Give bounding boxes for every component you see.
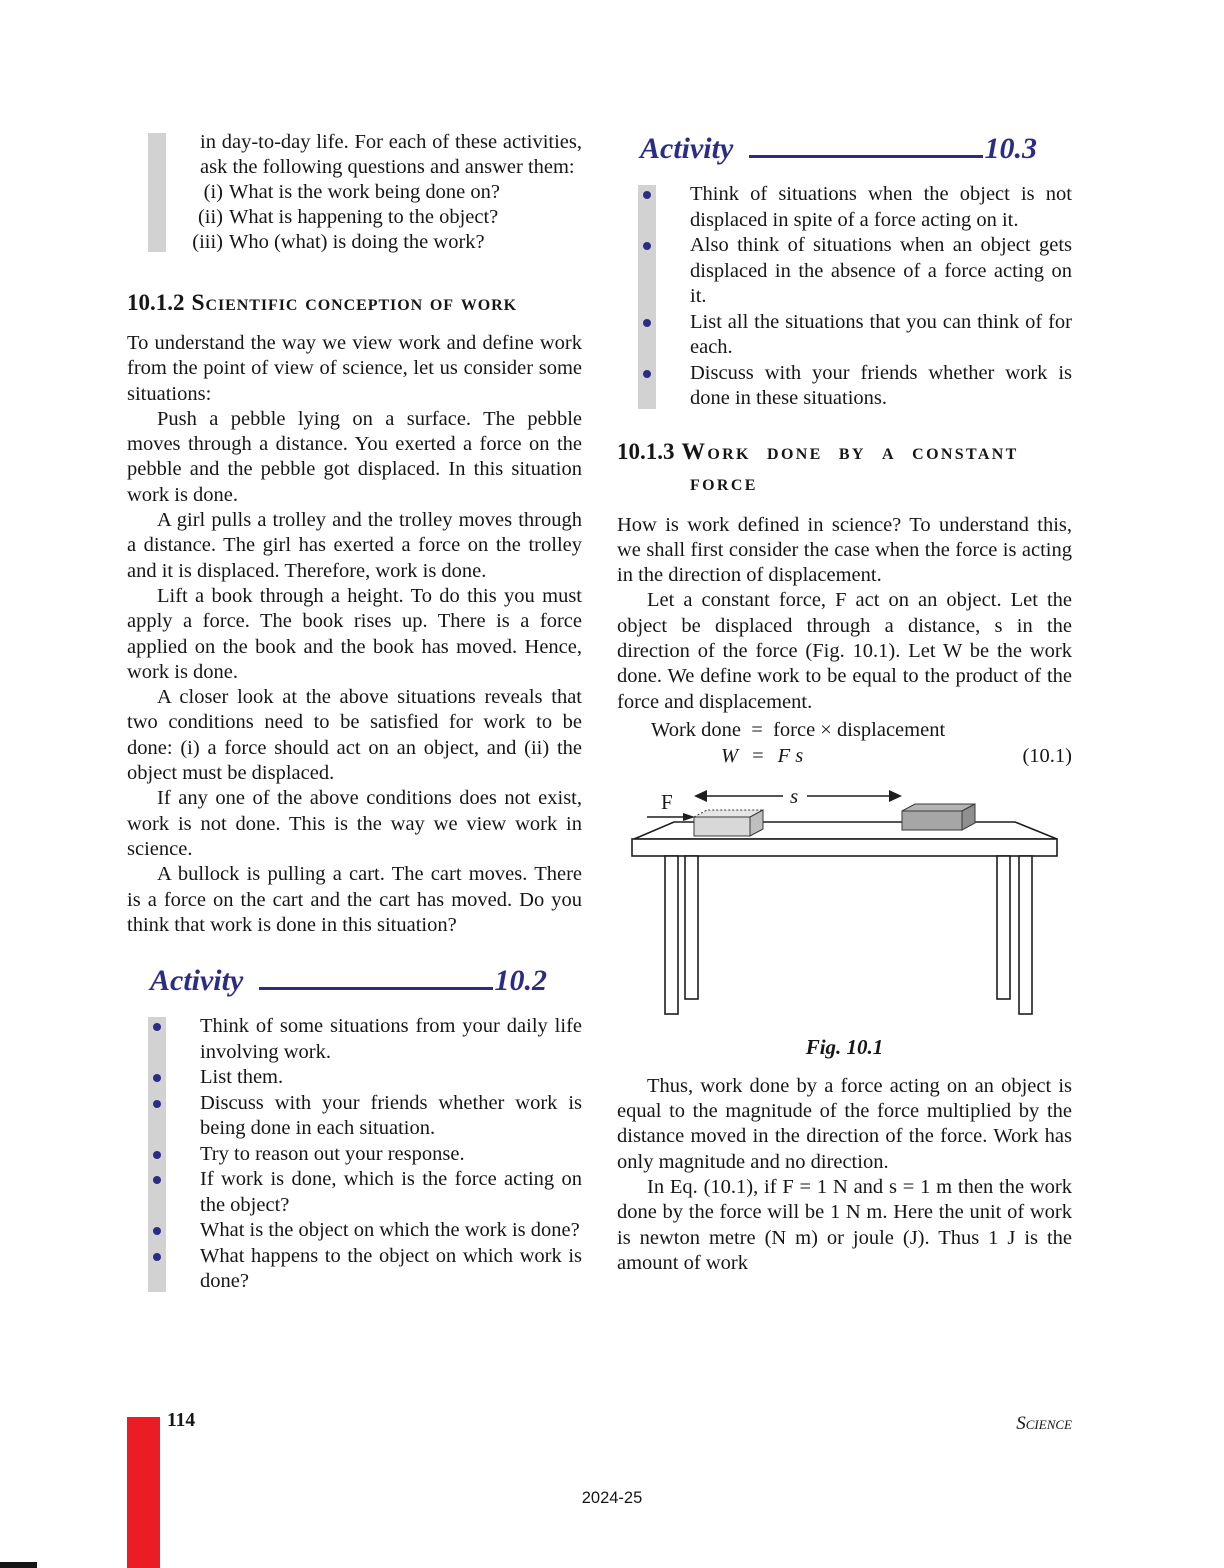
section-title: Scientific conception of work	[191, 290, 518, 316]
activity-10-3-heading	[640, 132, 1037, 166]
activity-intro-text: in day-to-day life. For each of these activities, ask the following questions and answer them:	[200, 131, 582, 178]
section-title: Work done by a constant	[681, 438, 1019, 465]
list-item-text: Think of some situations from your daily life involving work.	[200, 1015, 582, 1063]
equation-word-form: Work done = force × displacement	[651, 718, 946, 741]
activity-label: Activity	[640, 132, 734, 165]
list-item-text: List all the situations that you can think of for each.	[690, 310, 1072, 358]
list-item-text: What is the object on which the work is done?	[200, 1219, 580, 1242]
list-item-text: If work is done, which is the force acting on the object?	[200, 1168, 582, 1216]
figure-10-1	[617, 784, 1072, 1060]
block-final-position	[902, 804, 975, 830]
activity-stripe	[148, 133, 166, 252]
list-item	[200, 1014, 582, 1065]
list-item	[200, 1244, 582, 1295]
footer-red-bar	[127, 1417, 160, 1568]
force-arrow	[647, 790, 695, 821]
equation-number: (10.1)	[1022, 744, 1072, 767]
bullet-icon	[153, 1253, 161, 1261]
paragraph: In Eq. (10.1), if F = 1 N and s = 1 m then the work done by the force will be 1 N m. Here the unit of work is newton metre (N m) or joule (J). Thus 1 J is the amount of work	[617, 1176, 1072, 1274]
list-item	[200, 1218, 582, 1244]
activity-10-3-list	[617, 182, 1072, 412]
equation-10-1	[617, 743, 1072, 770]
activity-underline	[259, 986, 492, 990]
question-text: Who (what) is doing the work?	[229, 231, 485, 253]
paragraph: To understand the way we view work and define work from the point of view of science, let us consider some situations:	[127, 332, 582, 405]
left-column	[127, 130, 582, 1295]
bullet-icon	[643, 242, 651, 250]
list-item-text: List them.	[200, 1066, 284, 1089]
list-item	[690, 361, 1072, 412]
list-item-text: Also think of situations when an object gets displaced in the absence of a force acting on it.	[690, 234, 1072, 307]
force-label: F	[661, 789, 673, 814]
edition-year: 2024-25	[581, 1489, 643, 1507]
figure-caption: Fig. 10.1	[805, 1034, 884, 1059]
equation-rhs: F s	[777, 744, 804, 767]
list-item-text: Think of situations when the object is not displaced in spite of a force acting on it.	[690, 183, 1072, 231]
paragraph: Let a constant force, F act on an object. Let the object be displaced through a distance, s in the direction of the force (Fig. 10.1). Let W be the work done. We define work to be equal to the product of the force and displacement.	[617, 589, 1072, 713]
equation-equals: =	[752, 744, 764, 767]
list-item-text: Discuss with your friends whether work is done in these situations.	[690, 361, 1072, 409]
work-displacement-figure	[617, 784, 1072, 1024]
bullet-icon	[643, 370, 651, 378]
question-text: What is the work being done on?	[229, 181, 500, 203]
activity-question	[189, 230, 582, 255]
equation-lhs: W	[721, 744, 739, 767]
list-item	[690, 233, 1072, 310]
question-number: (i)	[203, 181, 223, 203]
section-heading-10-1-2	[127, 289, 582, 317]
section-number: 10.1.2	[127, 290, 185, 315]
paragraph: A girl pulls a trolley and the trolley moves through a distance. The girl has exerted a force on the trolley and it is displaced. Therefore, work is done.	[127, 509, 582, 582]
list-item	[200, 1065, 582, 1091]
distance-label: s	[790, 783, 799, 808]
right-column	[617, 130, 1072, 1276]
paragraph: A bullock is pulling a cart. The cart moves. There is a force on the cart and the cart has moved. Do you think that work is done in this situation?	[127, 863, 582, 936]
list-item	[200, 1091, 582, 1142]
activity-question	[189, 205, 582, 230]
list-item-text: What happens to the object on which work is done?	[200, 1244, 582, 1293]
activity-question	[189, 180, 582, 205]
list-item	[690, 310, 1072, 361]
question-number: (iii)	[192, 231, 223, 253]
activity-label: Activity	[150, 964, 244, 998]
paragraph: If any one of the above conditions does not exist, work is not done. This is the way we view work in science.	[127, 787, 582, 860]
section-number: 10.1.3	[617, 438, 675, 464]
section-heading-line1	[617, 436, 1072, 468]
bullet-icon	[153, 1100, 161, 1108]
list-item	[200, 1167, 582, 1218]
section-heading-line2: force	[690, 469, 758, 496]
activity-underline	[749, 154, 982, 158]
running-head: Science	[1016, 1413, 1072, 1434]
list-item-text: Discuss with your friends whether work is being done in each situation.	[200, 1091, 582, 1140]
bullet-icon	[643, 191, 651, 199]
scan-corner-mark	[0, 1562, 37, 1568]
activity-number: 10.2	[494, 964, 547, 998]
paragraph: Push a pebble lying on a surface. The pebble moves through a distance. You exerted a force on the pebble and the pebble got displaced. In this situation work is done.	[127, 407, 582, 506]
activity-10-2-list	[127, 1014, 582, 1295]
activity-10-2-heading	[150, 964, 547, 998]
paragraph: How is work defined in science? To understand this, we shall first consider the case when the force is acting in the direction of displacement.	[617, 513, 1072, 587]
list-item-text: Try to reason out your response.	[200, 1142, 465, 1165]
question-number: (ii)	[197, 206, 223, 228]
bullet-icon	[153, 1151, 161, 1159]
list-item	[200, 1142, 582, 1168]
activity-number: 10.3	[984, 132, 1037, 165]
bullet-icon	[643, 319, 651, 327]
list-item	[690, 182, 1072, 233]
question-text: What is happening to the object?	[229, 206, 499, 228]
activity-10-1-continuation	[127, 130, 582, 255]
section-heading-10-1-3	[617, 436, 1072, 499]
displacement-arrow	[694, 784, 902, 808]
page-number: 114	[167, 1410, 196, 1431]
table-drawing	[632, 822, 1057, 1014]
paragraph: A closer look at the above situations reveals that two conditions need to be satisfied for work to be done: (i) a force should act on an object, and (ii) the object must be displaced.	[127, 686, 582, 785]
paragraph: Thus, work done by a force acting on an object is equal to the magnitude of the force multiplied by the distance moved in the direction of the force. Work has only magnitude and no direction.	[617, 1074, 1072, 1173]
block-initial-position	[694, 810, 763, 836]
paragraph: Lift a book through a height. To do this you must apply a force. The book rises up. There is a force applied on the book and the book has moved. Hence, work is done.	[127, 584, 582, 683]
